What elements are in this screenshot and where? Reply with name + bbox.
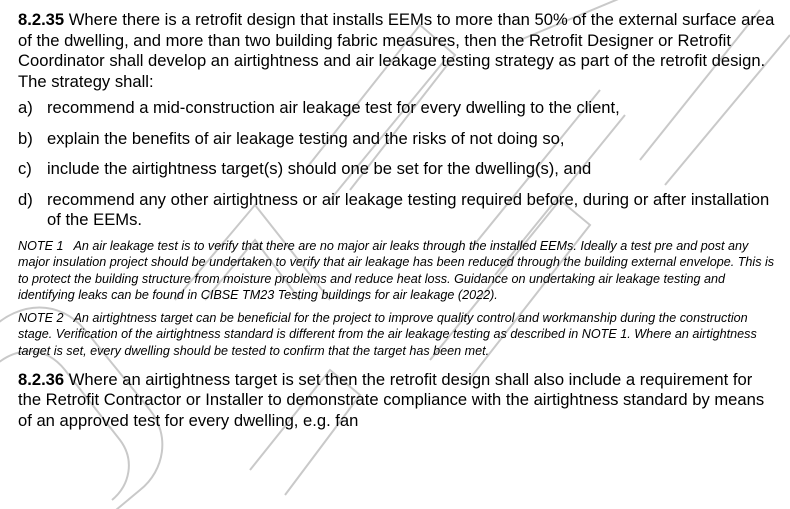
- clause-number: 8.2.36: [18, 369, 65, 389]
- note-1: [18, 238, 778, 304]
- list-marker: d): [18, 189, 33, 209]
- clause-text: Where there is a retrofit design that installs EEMs to more than 50% of the external surface area of the dwelling, and more than two building fabric measures, then the Retrofit Designer or Retrofit Coordinator shall develop an airtightness and air leakage testing strategy as part of the retrofit design. The strategy shall:: [18, 10, 775, 91]
- list-item-text: recommend any other airtightness or air leakage testing required before, during or after installation of the EEMs.: [47, 189, 770, 229]
- note-text: An air leakage test is to verify that there are no major air leaks through the installed EEMs. Ideally a test pre and post any major insulation project should be undertaken to verify that air leakage has been reduced through the building external envelope. This is to protect the building structure from moisture problems and reduce heat loss. Guidance on undertaking air leakage testing and identifying leaks can be found in CIBSE TM23 Testing buildings for air leakage (2022).: [18, 238, 778, 303]
- list-item: [18, 98, 778, 119]
- note-label: NOTE 1: [18, 238, 64, 253]
- list-marker: b): [18, 128, 33, 148]
- clause-8-2-36: [18, 370, 778, 432]
- list-marker: c): [18, 159, 32, 178]
- list-marker: a): [18, 98, 33, 117]
- list-item-text: explain the benefits of air leakage testing and the risks of not doing so,: [47, 128, 565, 148]
- list-item: [18, 129, 778, 150]
- clause-8-2-35: [18, 10, 778, 92]
- list-item: [18, 159, 778, 180]
- clause-text: Where an airtightness target is set then the retrofit design shall also include a requirement for the Retrofit Contractor or Installer to demonstrate compliance with the airtightness standard by means of an approved test for every dwelling, e.g. fan: [18, 369, 765, 430]
- clause-number: 8.2.35: [18, 10, 65, 29]
- note-2: [18, 310, 778, 360]
- list-item-text: recommend a mid-construction air leakage test for every dwelling to the client,: [47, 98, 620, 117]
- list-item-text: include the airtightness target(s) should one be set for the dwelling(s), and: [47, 159, 592, 178]
- note-label: NOTE 2: [18, 310, 64, 325]
- strategy-list: [18, 98, 778, 231]
- list-item: [18, 190, 778, 231]
- note-text: An airtightness target can be beneficial for the project to improve quality control and workmanship during the construction stage. Verification of the airtightness standard is different from the air leakage testing as described in NOTE 1. Where an airtightness target is set, every dwelling should be tested to confirm that the target has been met.: [18, 310, 761, 359]
